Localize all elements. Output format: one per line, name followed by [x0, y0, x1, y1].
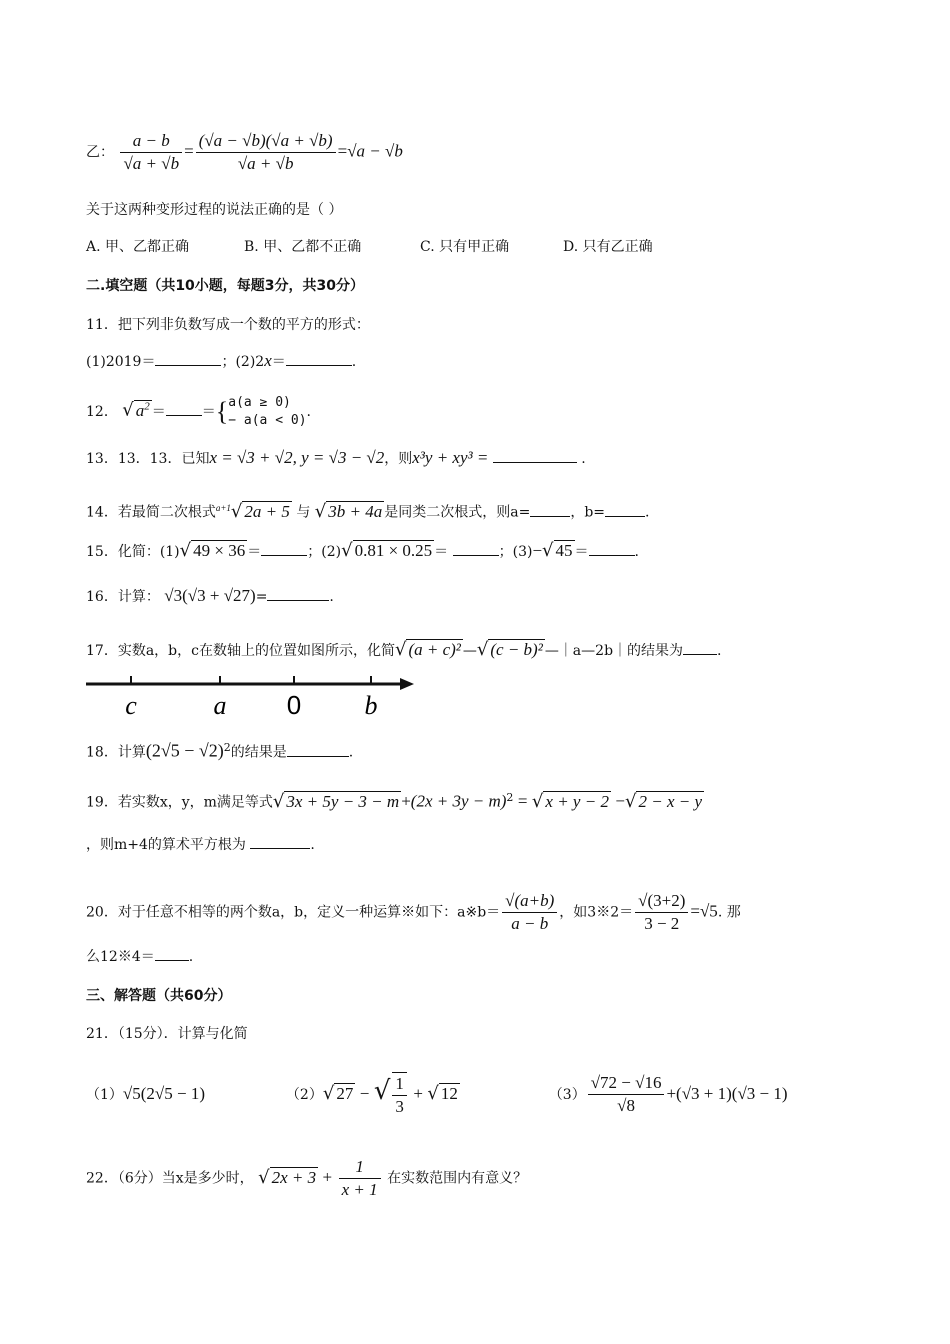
yi-line: 乙： $\frac{a - b}{√a + √b}$ = $\frac{(√a - √b)(√a + √b)}{√a + √b}$ =√a − √b [86, 131, 403, 173]
q10-options [86, 237, 653, 257]
answer-blank[interactable] [530, 502, 570, 517]
q19: 19．若实数x，y，m满足等式√ $3x + 5y - 3 - m +(2x + 3y - m)^2$ = √ x + y − 2 −√ 2 − x − y [86, 790, 703, 812]
answer-blank[interactable] [166, 401, 202, 416]
axis-arrow-icon [400, 678, 414, 690]
answer-blank[interactable] [261, 541, 307, 556]
answer-blank[interactable] [493, 448, 577, 463]
q12-cases: a(a ≥ 0) − a(a < 0) [228, 395, 307, 428]
q22: 22．（6分）当x是多少时， √ 2x + 3 + $\frac{1}{x + 1}$ 在实数范围内有意义？ [86, 1157, 528, 1199]
number-line [86, 670, 416, 720]
q13: 13．13．13．已知x = √3 + √2, y = √3 − √2，则x³y + xy³ = . [86, 448, 586, 467]
option-d: D. 只有乙正确 [563, 239, 653, 255]
q20: 20．对于任意不相等的两个数a，b，定义一种运算※如下：a※b＝ $\frac{√(a+b)}{a - b}$ ，如3※2＝ $\frac{√(3+2)}{3 - 2}$ =√5. 那 [86, 891, 741, 933]
q12: 12． √ $a^2$ ＝ ＝{ a(a ≥ 0) − a(a < 0) . [86, 395, 311, 428]
section-3-title: 三、解答题（共60分） [86, 988, 232, 1004]
option-c: C. 只有甲正确 [420, 239, 510, 255]
label-c: c [125, 691, 137, 720]
q21-parts: （1）√5(2√5 − 1) （2）√ 27 − √ $\frac{1}{3}$ + √ 12 （3） $\frac{√72 - √16}{√8}$ +(√3 + 1)(√3 − 1) [86, 1073, 788, 1116]
q10-stem: 关于这两种变形过程的说法正确的是（ ） [86, 202, 343, 218]
q15: 15．化简：(1)√ 49 × 36 ＝ ；(2)√ 0.81 × 0.25 ＝ ；(3)−√ 45 ＝ . [86, 540, 639, 561]
answer-blank[interactable] [683, 640, 717, 655]
q16: 16．计算： √3(√3 + √27)= . [86, 586, 334, 605]
q18: 18．计算$(2√5 - √2)^2$的结果是 . [86, 740, 354, 761]
number-line-svg [86, 670, 416, 720]
option-a: A. 甲、乙都正确 [86, 239, 190, 255]
answer-blank[interactable] [267, 586, 329, 601]
answer-blank[interactable] [287, 742, 349, 757]
q14: 14．若最简二次根式$^{a+1}$√ 2a + 5 与 √ 3b + 4a 是同类二次根式，则a= ，b= . [86, 500, 650, 522]
q11-stem: 11．把下列非负数写成一个数的平方的形式： [86, 317, 370, 333]
label-0: 0 [286, 690, 302, 720]
yi-fraction-2: $\frac{(√a - √b)(√a + √b)}{√a + √b}$ [196, 130, 336, 175]
answer-blank[interactable] [605, 502, 645, 517]
answer-blank[interactable] [250, 834, 310, 849]
answer-blank[interactable] [589, 541, 635, 556]
yi-label: 乙： [86, 144, 114, 161]
q19-line2: ，则m+4的算术平方根为 . [86, 834, 315, 855]
q17: 17．实数a，b，c在数轴上的位置如图所示，化简√ (a + c)² —√ (c − b)² —｜a—2b｜的结果为 . [86, 639, 722, 660]
answer-blank[interactable] [155, 351, 221, 366]
q11-parts: (1)2019＝ ；(2)2x＝ . [86, 351, 357, 370]
section-2-title: 二.填空题（共10小题，每题3分，共30分） [86, 278, 365, 294]
q21-stem: 21．（15分）．计算与化简 [86, 1026, 248, 1042]
answer-blank[interactable] [155, 946, 189, 961]
answer-blank[interactable] [453, 541, 499, 556]
q20-line2: 么12※4＝ . [86, 946, 193, 967]
answer-blank[interactable] [286, 351, 352, 366]
label-b: b [364, 691, 378, 720]
yi-fraction-1: $\frac{a - b}{√a + √b}$ [120, 130, 182, 175]
option-b: B. 甲、乙都不正确 [244, 239, 362, 255]
yi-result: √a − √b [347, 141, 403, 161]
label-a: a [213, 691, 227, 720]
